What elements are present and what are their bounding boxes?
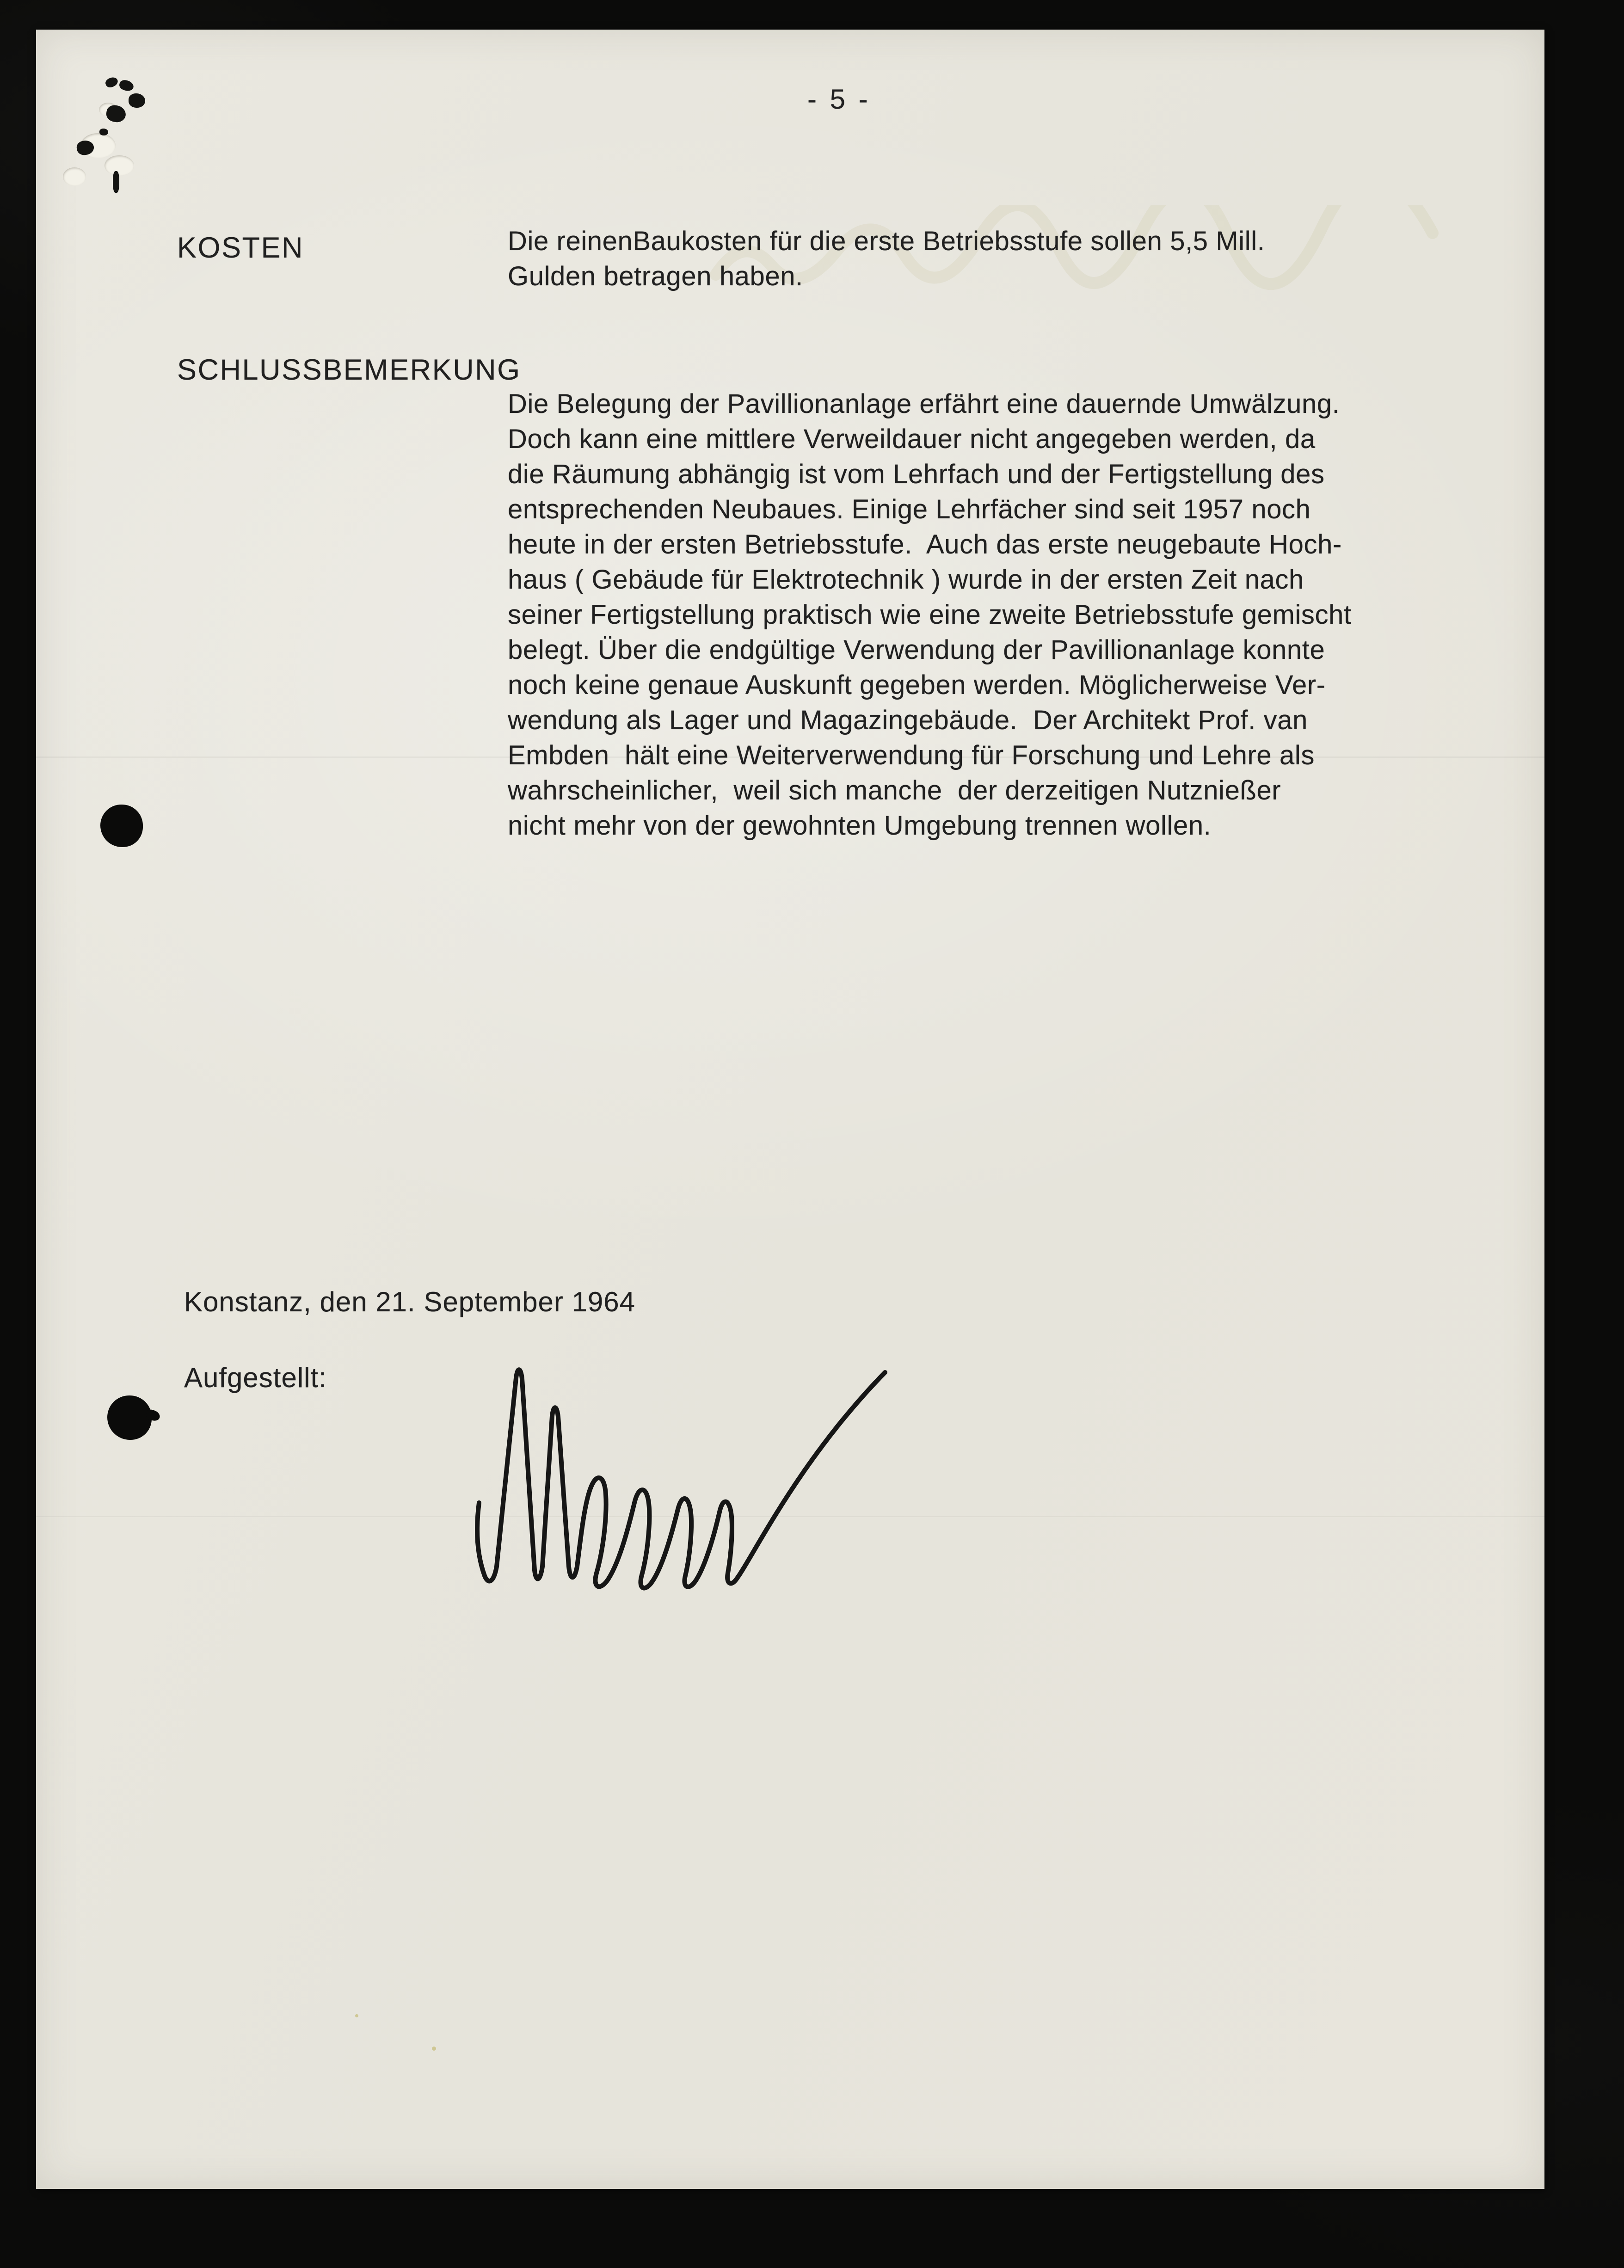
text-line: die Räumung abhängig ist vom Lehrfach und der Fertigstellung des: [508, 459, 1325, 489]
staple-mark: [99, 129, 108, 135]
text-line: Die Belegung der Pavillionanlage erfährt eine dauernde Umwälzung.: [508, 389, 1340, 419]
text-line: Gulden betragen haben.: [508, 261, 803, 291]
paper-speck: [355, 2014, 358, 2017]
section-label-kosten: KOSTEN: [177, 232, 304, 264]
text-line: haus ( Gebäude für Elektrotechnik ) wurde in der ersten Zeit nach: [508, 565, 1304, 595]
paper-speck: [432, 2047, 436, 2051]
text-line: heute in der ersten Betriebsstufe. Auch das erste neugebaute Hoch-: [508, 529, 1342, 559]
signature-scrawl-icon: [470, 1350, 900, 1618]
staple-mark: [104, 75, 119, 89]
text-line: noch keine genaue Auskunft gegeben werden. Möglicherweise Ver-: [508, 670, 1326, 700]
text-line: Embden hält eine Weiterverwendung für Forschung und Lehre als: [508, 740, 1315, 770]
schlussbemerkung-text-block: [508, 387, 1516, 843]
punch-hole: [107, 1395, 152, 1440]
page-number: - 5 -: [807, 84, 871, 115]
text-line: Die reinenBaukosten für die erste Betriebsstufe sollen 5,5 Mill.: [508, 226, 1265, 256]
punch-hole: [100, 805, 143, 847]
document-page: [36, 30, 1544, 2189]
prepared-by-label: Aufgestellt:: [184, 1362, 327, 1393]
text-line: wendung als Lager und Magazingebäude. Der Architekt Prof. van: [508, 705, 1308, 735]
staple-mark: [105, 104, 127, 123]
staple-mark: [118, 79, 135, 92]
paper-tear-chip: [105, 155, 134, 176]
kosten-text-block: [508, 224, 1516, 294]
text-line: belegt. Über die endgültige Verwendung der Pavillionanlage konnte: [508, 635, 1325, 665]
text-line: wahrscheinlicher, weil sich manche der derzeitigen Nutznießer: [508, 775, 1281, 805]
place-date-line: Konstanz, den 21. September 1964: [184, 1286, 636, 1317]
signature: [470, 1350, 900, 1618]
staple-mark: [129, 93, 145, 108]
text-line: Doch kann eine mittlere Verweildauer nicht angegeben werden, da: [508, 424, 1316, 454]
paper-tear-chip: [63, 167, 86, 186]
text-line: entsprechenden Neubaues. Einige Lehrfächer sind seit 1957 noch: [508, 494, 1311, 524]
text-line: seiner Fertigstellung praktisch wie eine zweite Betriebsstufe gemischt: [508, 600, 1352, 630]
section-label-schlussbemerkung: SCHLUSSBEMERKUNG: [177, 354, 521, 386]
staple-mark: [113, 171, 119, 193]
text-line: nicht mehr von der gewohnten Umgebung trennen wollen.: [508, 811, 1212, 841]
